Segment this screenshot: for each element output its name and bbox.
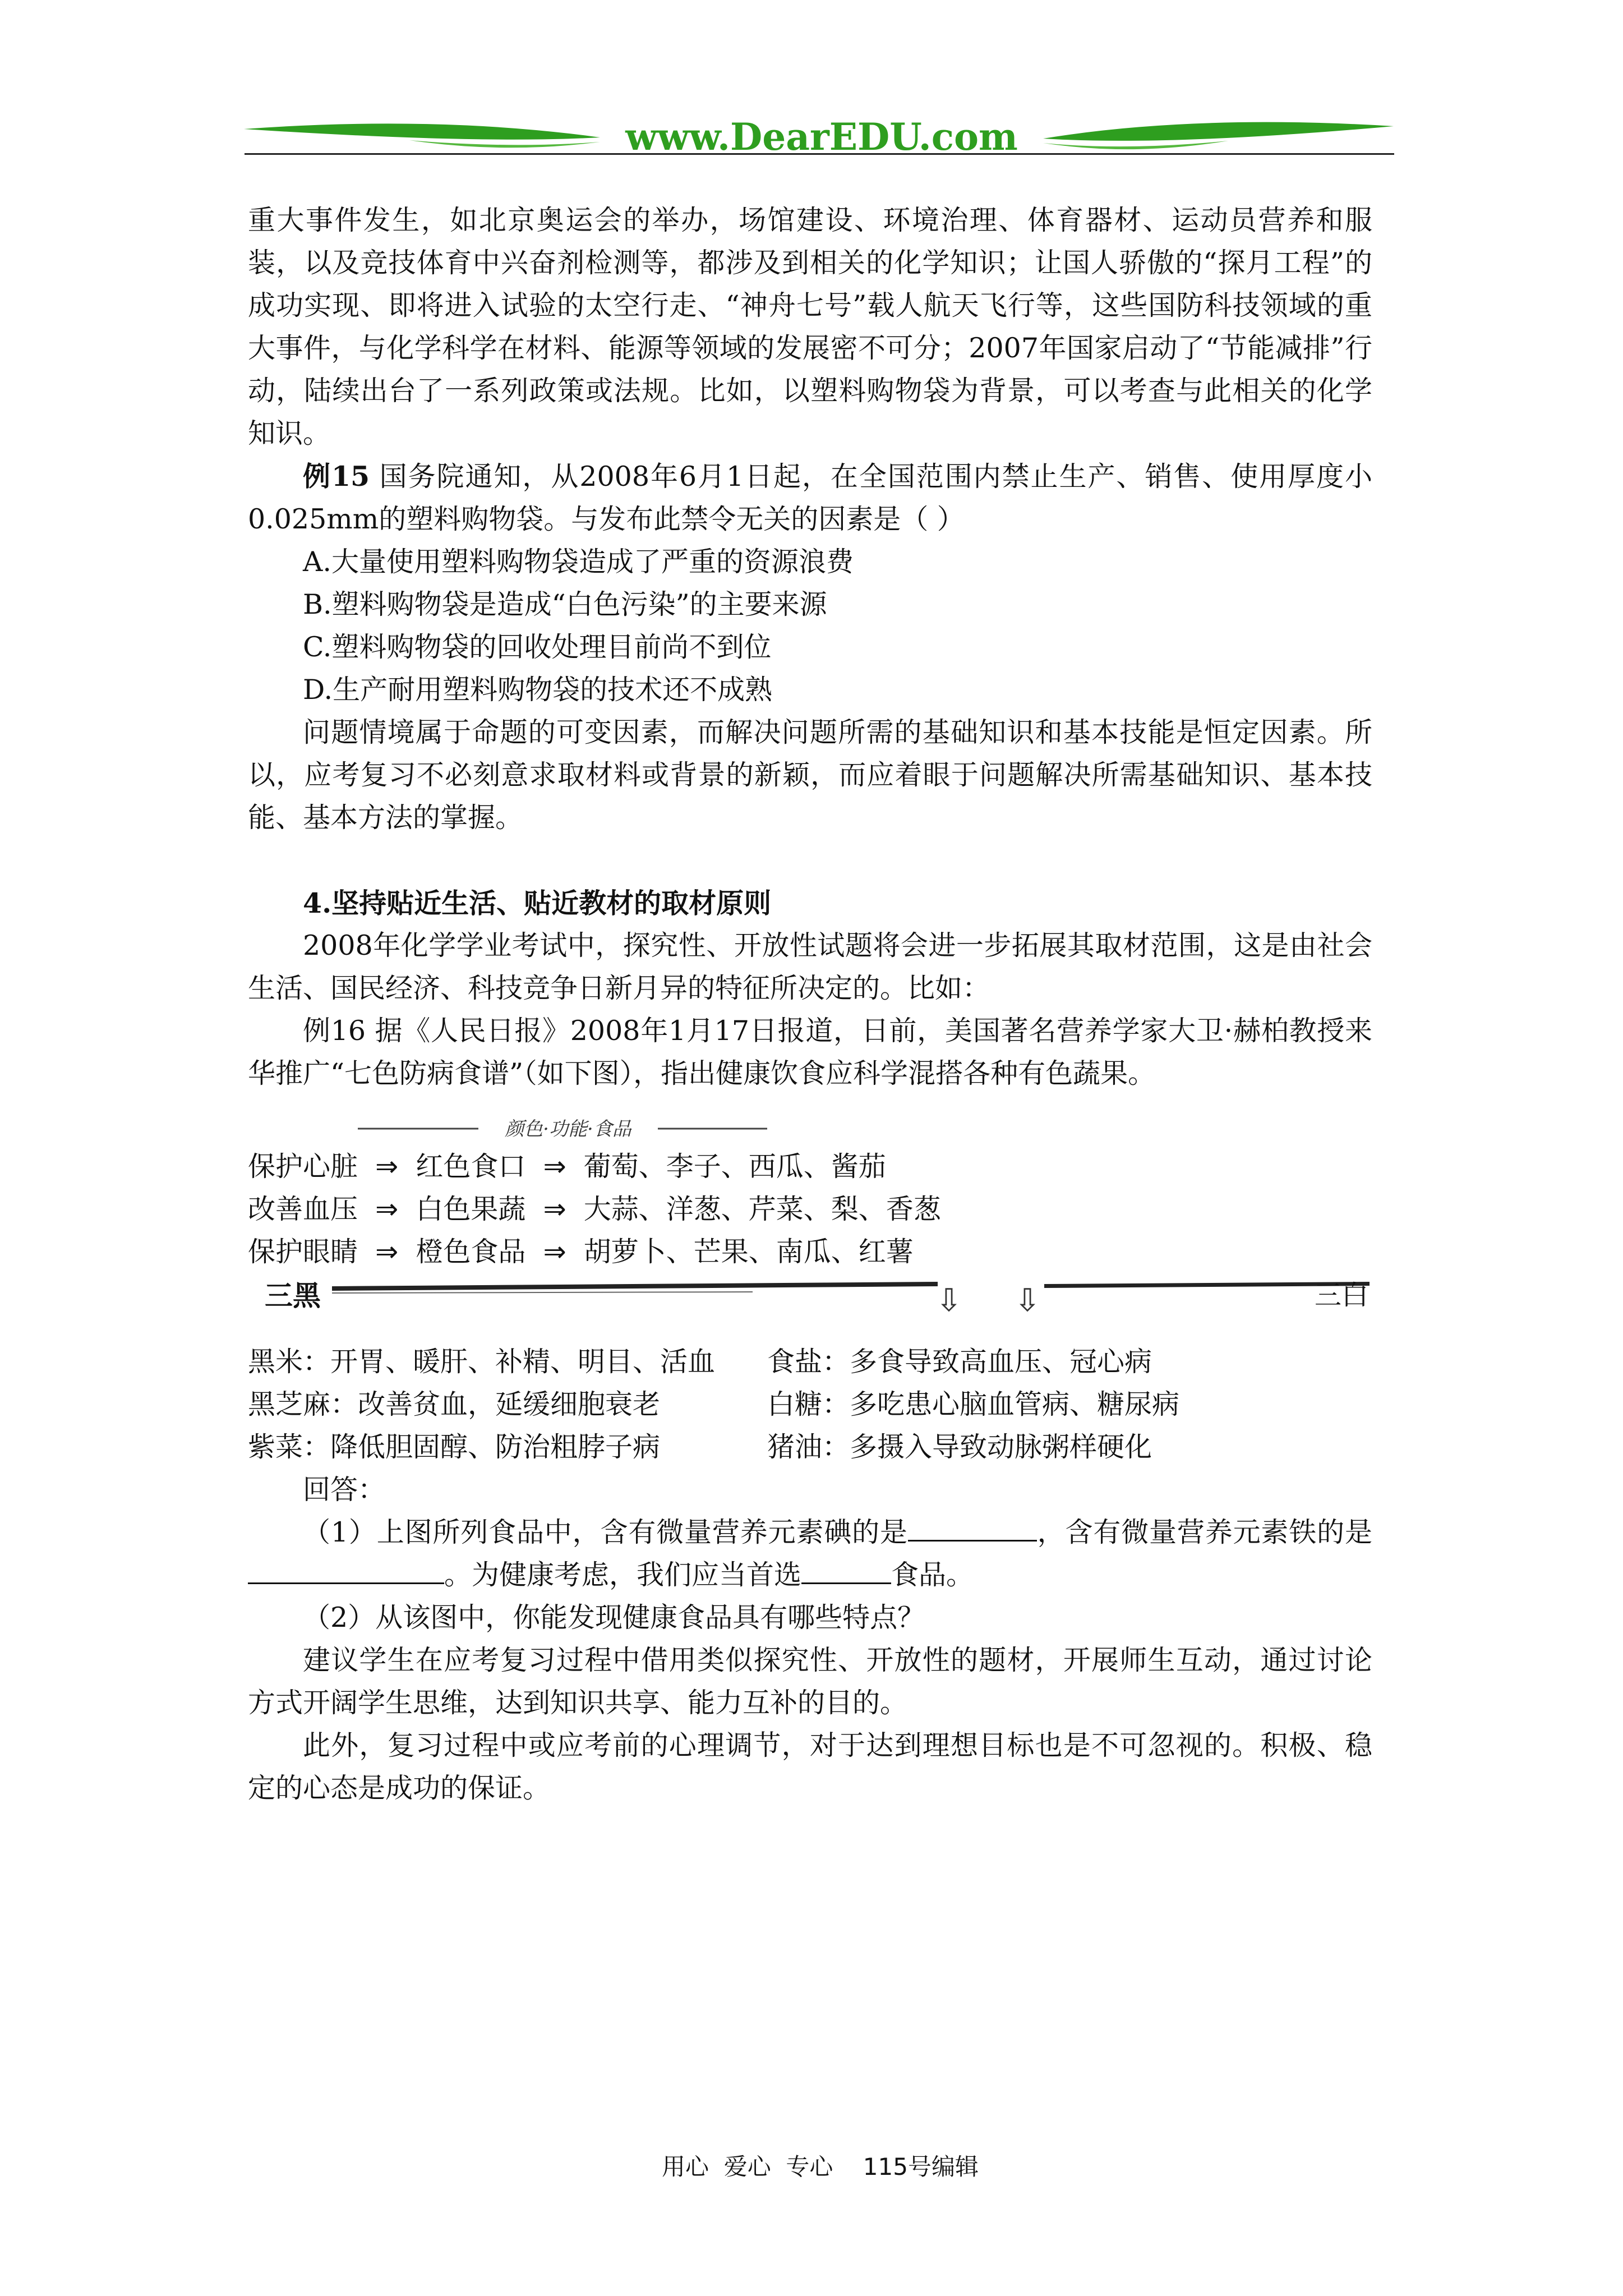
row-foods: 葡萄、李子、西瓜、酱茄 xyxy=(583,1151,886,1182)
site-logo xyxy=(241,109,1396,160)
implies-arrow-icon: ⇒ xyxy=(543,1193,566,1225)
answer-blank-preferred[interactable] xyxy=(801,1560,891,1584)
figure-header xyxy=(358,1112,767,1145)
implies-arrow-icon: ⇒ xyxy=(375,1236,399,1268)
question-1: （1）上图所列食品中，含有微量营养元素碘的是 ，含有微量营养元素铁的是。为健康考虑，我们应当首选 食品。 xyxy=(248,1511,1372,1596)
option-c: C.塑料购物袋的回收处理目前尚不到位 xyxy=(303,631,772,663)
page-footer: 用心 爱心 专心 115号编辑 xyxy=(662,2153,979,2180)
three-black-title: 三黑 xyxy=(265,1279,321,1312)
down-arrow-icon: ⇩ xyxy=(935,1282,962,1315)
figure-header-text: 颜色·功能·食品 xyxy=(505,1118,631,1140)
answer-label: 回答： xyxy=(303,1474,386,1506)
example-16: 例16 据《人民日报》2008年1月17日报道，日前，美国著名营养学家大卫·赫柏教授来华推广“七色防病食谱”（如下图），指出健康饮食应科学混搭各种有色蔬果。 xyxy=(248,1015,1372,1089)
white-item: 猪油：多摄入导致动脉粥样硬化 xyxy=(767,1431,1152,1463)
figure-row xyxy=(248,1188,941,1231)
black-item: 黑芝麻：改善贫血，延缓细胞衰老 xyxy=(248,1388,661,1420)
figure-row xyxy=(248,1231,914,1273)
header-rule xyxy=(245,153,1394,155)
white-item: 白糖：多吃患心脑血管病、糖尿病 xyxy=(767,1388,1180,1420)
implies-arrow-icon: ⇒ xyxy=(543,1236,566,1268)
question-2: （2）从该图中，你能发现健康食品具有哪些特点？ xyxy=(303,1602,925,1634)
row-foods: 胡萝卜、芒果、南瓜、红薯 xyxy=(583,1236,914,1268)
option-b: B.塑料购物袋是造成“白色污染”的主要来源 xyxy=(303,588,827,620)
example-15-text: 国务院通知，从2008年6月1日起，在全国范围内禁止生产、销售、使用厚度小0.025mm的塑料购物袋。与发布此禁令无关的因素是（ ） xyxy=(248,461,1372,535)
row-function: 改善血压 xyxy=(248,1193,358,1225)
analysis-paragraph: 问题情境属于命题的可变因素，而解决问题所需的基础知识和基本技能是恒定因素。所以，应考复习不必刻意求取材料或背景的新颖，而应着眼于问题解决所需基础知识、基本技能、基本方法的掌握。 xyxy=(248,716,1372,834)
section-4-paragraph: 2008年化学学业考试中，探究性、开放性试题将会进一步拓展其取材范围，这是由社会生活、国民经济、科技竞争日新月异的特征所决定的。比如： xyxy=(248,930,1372,1004)
answer-blank-iodine[interactable] xyxy=(908,1517,1037,1542)
black-item: 黑米：开胃、暖肝、补精、明目、活血 xyxy=(248,1346,716,1378)
answer-blank-iron[interactable] xyxy=(248,1560,444,1584)
section-4-heading: 4.坚持贴近生活、贴近教材的取材原则 xyxy=(303,887,772,919)
closing-paragraph-1: 建议学生在应考复习过程中借用类似探究性、开放性的题材，开展师生互动，通过讨论方式开阔学生思维，达到知识共享、能力互补的目的。 xyxy=(248,1644,1372,1719)
site-logo-text: www.DearEDU.com xyxy=(625,115,1018,159)
row-color: 红色食口 xyxy=(416,1151,526,1182)
black-item: 紫菜：降低胆固醇、防治粗脖子病 xyxy=(248,1431,661,1463)
row-function: 保护眼睛 xyxy=(248,1236,358,1268)
row-foods: 大蒜、洋葱、芹菜、梨、香葱 xyxy=(583,1193,941,1225)
row-function: 保护心脏 xyxy=(248,1151,358,1182)
white-item: 食盐：多食导致高血压、冠心病 xyxy=(767,1346,1152,1378)
figure-band xyxy=(248,1276,1386,1315)
intro-paragraph: 重大事件发生，如北京奥运会的举办，场馆建设、环境治理、体育器材、运动员营养和服装，以及竞技体育中兴奋剂检测等，都涉及到相关的化学知识；让国人骄傲的“探月工程”的成功实现、即将进入试验的太空行走、“神舟七号”载人航天飞行等，这些国防科技领域的重大事件，与化学科学在材料、能源等领域的发展密不可分；2007年国家启动了“节能减排”行动，陆续出台了一系列政策或法规。比如，以塑料购物袋为背景，可以考查与此相关的化学知识。 xyxy=(248,204,1372,449)
option-d: D.生产耐用塑料购物袋的技术还不成熟 xyxy=(303,674,773,706)
closing-paragraph-2: 此外，复习过程中或应考前的心理调节，对于达到理想目标也是不可忽视的。积极、稳定的心态是成功的保证。 xyxy=(248,1729,1372,1804)
row-color: 白色果蔬 xyxy=(416,1193,526,1225)
implies-arrow-icon: ⇒ xyxy=(375,1193,399,1225)
row-color: 橙色食品 xyxy=(416,1236,526,1268)
main-text xyxy=(248,199,1372,1095)
example-15-label: 例15 xyxy=(303,460,370,493)
implies-arrow-icon: ⇒ xyxy=(543,1151,566,1182)
example-15 xyxy=(248,455,1372,541)
option-a: A.大量使用塑料购物袋造成了严重的资源浪费 xyxy=(303,546,854,578)
answers-section xyxy=(248,1469,1372,1810)
figure-row xyxy=(248,1145,886,1188)
implies-arrow-icon: ⇒ xyxy=(375,1151,399,1182)
down-arrow-icon: ⇩ xyxy=(1014,1282,1041,1315)
three-white-title: 三白 xyxy=(1314,1280,1368,1311)
